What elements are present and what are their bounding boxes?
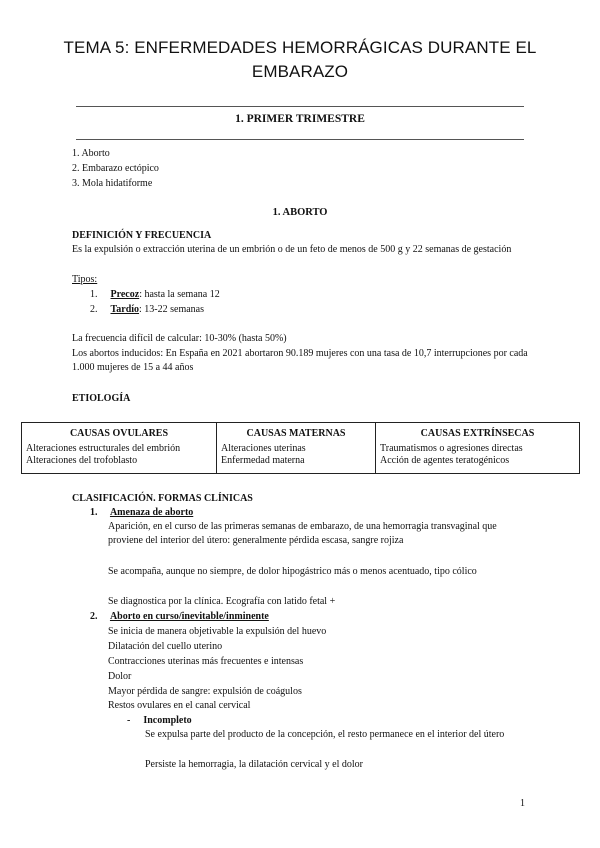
etiologia-heading: ETIOLOGÍA — [72, 393, 131, 404]
tipo-desc: : 13-22 semanas — [139, 304, 205, 315]
tipo-number: 2. — [90, 304, 98, 315]
table-header-cell: CAUSAS EXTRÍNSECAS — [376, 423, 580, 443]
clasificacion-heading: CLASIFICACIÓN. FORMAS CLÍNICAS — [72, 493, 253, 504]
item-number: 1. — [90, 507, 98, 518]
definicion-text: Es la expulsión o extracción uterina de un embrión o de un feto de menos de 500 g y 22 semanas de gestación — [72, 244, 512, 255]
cell-line: Enfermedad materna — [221, 455, 305, 466]
tipo-term: Precoz — [110, 289, 140, 300]
cell-line: Alteraciones uterinas — [221, 442, 306, 454]
clasificacion-item-1 — [90, 506, 193, 520]
cell-line: Alteraciones del trofoblasto — [26, 455, 138, 466]
cell-line: Traumatismos o agresiones directas — [380, 442, 523, 454]
clasificacion-item-2 — [90, 610, 269, 624]
item2-line: Mayor pérdida de sangre: expulsión de coágulos — [108, 686, 302, 697]
item2-line: Dilatación del cuello uterino — [108, 641, 223, 652]
tipo-desc: : hasta la semana 12 — [139, 289, 220, 300]
item-title: Amenaza de aborto — [109, 507, 194, 518]
item2-line: Dolor — [108, 671, 132, 682]
divider — [76, 139, 524, 140]
cell-line: Acción de agentes teratogénicos — [380, 455, 510, 466]
item2-line: Se inicia de manera objetivable la expulsión del huevo — [108, 626, 327, 637]
bullet-dash: - — [127, 715, 131, 726]
subitem-paragraph: Persiste la hemorragia, la dilatación cervical y el dolor — [145, 759, 363, 770]
item-title: Aborto en curso/inevitable/inminente — [109, 611, 269, 622]
item1-paragraph: Se acompaña, aunque no siempre, de dolor hipogástrico más o menos acentuado, tipo cólico — [108, 566, 477, 577]
table-header-cell: CAUSAS MATERNAS — [217, 423, 376, 443]
item2-line: Contracciones uterinas más frecuentes e intensas — [108, 656, 304, 667]
section-heading-primer-trimestre: 1. PRIMER TRIMESTRE — [235, 113, 365, 125]
section-heading-aborto: 1. ABORTO — [272, 207, 328, 218]
page-number: 1 — [520, 798, 525, 809]
frecuencia-text: La frecuencia difícil de calcular: 10-30% (hasta 50%) — [72, 333, 287, 344]
definicion-heading: DEFINICIÓN Y FRECUENCIA — [72, 230, 212, 241]
topic-list-item: 2. Embarazo ectópico — [72, 163, 159, 174]
table-row — [22, 443, 580, 474]
item1-paragraph: Aparición, en el curso de las primeras semanas de embarazo, de una hemorragia transvaginal que proviene del interior del útero: generalmente pérdida escasa, sangre rojiza — [108, 521, 497, 546]
etiologia-table — [21, 422, 580, 474]
table-cell — [217, 443, 376, 474]
table-header-cell: CAUSAS OVULARES — [22, 423, 217, 443]
tipo-item — [90, 303, 204, 317]
tipo-term: Tardío — [110, 304, 140, 315]
subitem-paragraph: Se expulsa parte del producto de la concepción, el resto permanece en el interior del útero — [145, 729, 505, 740]
item2-line: Restos ovulares en el canal cervical — [108, 700, 251, 711]
document-title: TEMA 5: ENFERMEDADES HEMORRÁGICAS DURANTE EL EMBARAZO — [63, 38, 537, 81]
subitem-incompleto — [127, 714, 192, 728]
subitem-title: Incompleto — [143, 715, 192, 726]
cell-line: Alteraciones estructurales del embrión — [26, 442, 181, 454]
item1-paragraph: Se diagnostica por la clínica. Ecografía con latido fetal + — [108, 596, 336, 607]
tipo-item — [90, 288, 220, 302]
tipo-number: 1. — [90, 289, 98, 300]
tipos-label: Tipos: — [72, 274, 98, 285]
divider — [76, 106, 524, 107]
item-number: 2. — [90, 611, 98, 622]
inducidos-text: Los abortos inducidos: En España en 2021 abortaron 90.189 mujeres con una tasa de 10,7 interrupciones por cada 1.000 mujeres de 15 a 44 años — [72, 348, 528, 373]
table-header-row — [22, 423, 580, 443]
table-cell — [376, 443, 580, 474]
table-cell — [22, 443, 217, 474]
topic-list-item: 3. Mola hidatiforme — [72, 178, 153, 189]
topic-list-item: 1. Aborto — [72, 148, 110, 159]
